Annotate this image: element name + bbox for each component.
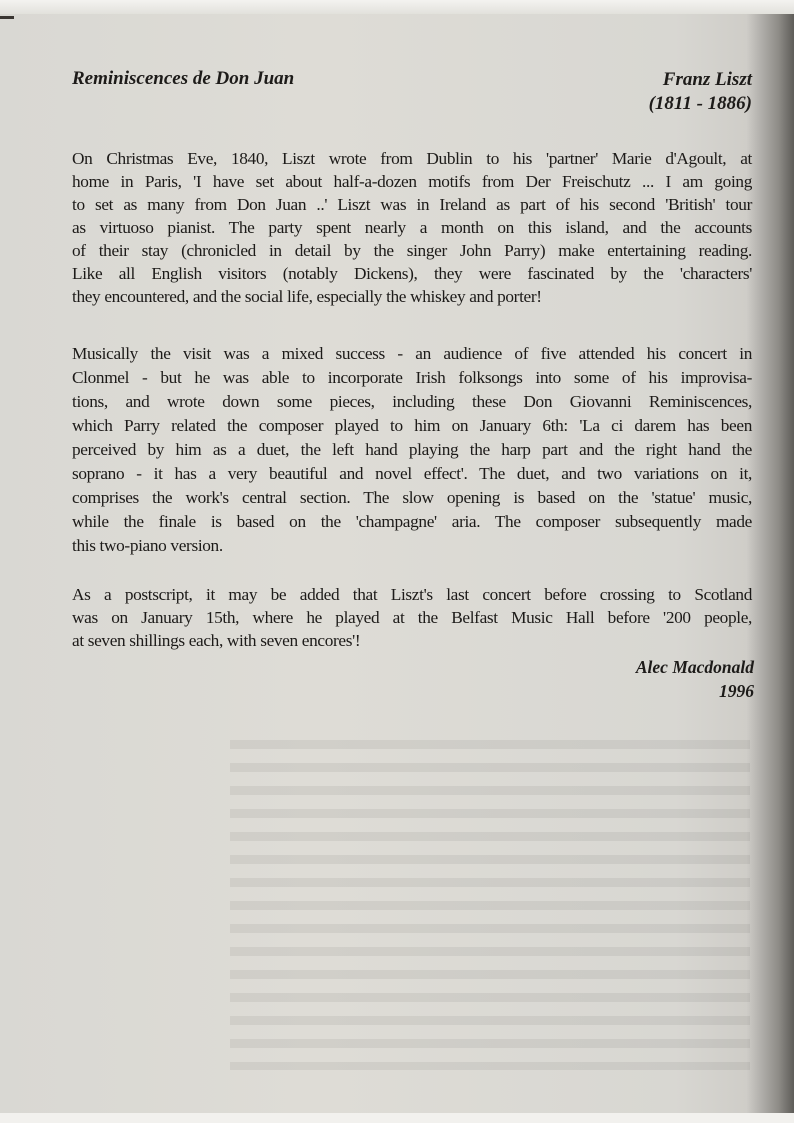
text-line: comprises the work's central section. The slow opening is based on the 'statue' music, bbox=[72, 488, 752, 507]
composer-name: Franz Liszt bbox=[662, 69, 752, 90]
text-line: Like all English visitors (notably Dickens), they were fascinated by the 'characters' bbox=[72, 264, 752, 283]
text-line: this two-piano version. bbox=[72, 536, 223, 555]
paragraph-3 bbox=[72, 583, 752, 652]
text-line: which Parry related the composer played to him on January 6th: 'La ci darem has been bbox=[72, 416, 752, 435]
composer-block bbox=[649, 68, 752, 116]
text-line: As a postscript, it may be added that Liszt's last concert before crossing to Scotland bbox=[72, 585, 752, 604]
text-line: home in Paris, 'I have set about half-a-dozen motifs from Der Freischutz ... I am going bbox=[72, 172, 752, 191]
text-line: perceived by him as a duet, the left hand playing the harp part and the right hand the bbox=[72, 440, 752, 459]
composer-dates: (1811 - 1886) bbox=[648, 93, 752, 114]
text-line: to set as many from Don Juan ..' Liszt was in Ireland as part of his second 'British' tour bbox=[72, 195, 752, 214]
text-line: tions, and wrote down some pieces, including these Don Giovanni Reminiscences, bbox=[72, 392, 752, 411]
author-name: Alec Macdonald bbox=[635, 657, 754, 677]
text-line: at seven shillings each, with seven encores'! bbox=[72, 631, 361, 650]
show-through-text bbox=[230, 740, 750, 1070]
page-top-edge bbox=[0, 0, 794, 14]
paragraph-1 bbox=[72, 147, 752, 308]
page-bottom-edge bbox=[0, 1113, 794, 1123]
page-corner-mark bbox=[0, 16, 14, 19]
text-line: On Christmas Eve, 1840, Liszt wrote from Dublin to his 'partner' Marie d'Agoult, at bbox=[72, 149, 752, 168]
text-line: as virtuoso pianist. The party spent nearly a month on this island, and the accounts bbox=[72, 218, 752, 237]
text-line: soprano - it has a very beautiful and novel effect'. The duet, and two variations on it, bbox=[72, 464, 752, 483]
text-line: was on January 15th, where he played at the Belfast Music Hall before '200 people, bbox=[72, 608, 752, 627]
signature-block bbox=[636, 655, 754, 703]
text-line: Musically the visit was a mixed success - an audience of five attended his concert in bbox=[72, 344, 752, 363]
text-line: while the finale is based on the 'champagne' aria. The composer subsequently made bbox=[72, 512, 752, 531]
signature-year: 1996 bbox=[719, 681, 754, 701]
piece-title: Reminiscences de Don Juan bbox=[72, 68, 295, 89]
paragraph-2 bbox=[72, 342, 752, 558]
text-line: Clonmel - but he was able to incorporate Irish folksongs into some of his improvisa- bbox=[72, 368, 752, 387]
text-line: of their stay (chronicled in detail by the singer John Parry) make entertaining reading. bbox=[72, 241, 752, 260]
text-line: they encountered, and the social life, especially the whiskey and porter! bbox=[72, 287, 542, 306]
